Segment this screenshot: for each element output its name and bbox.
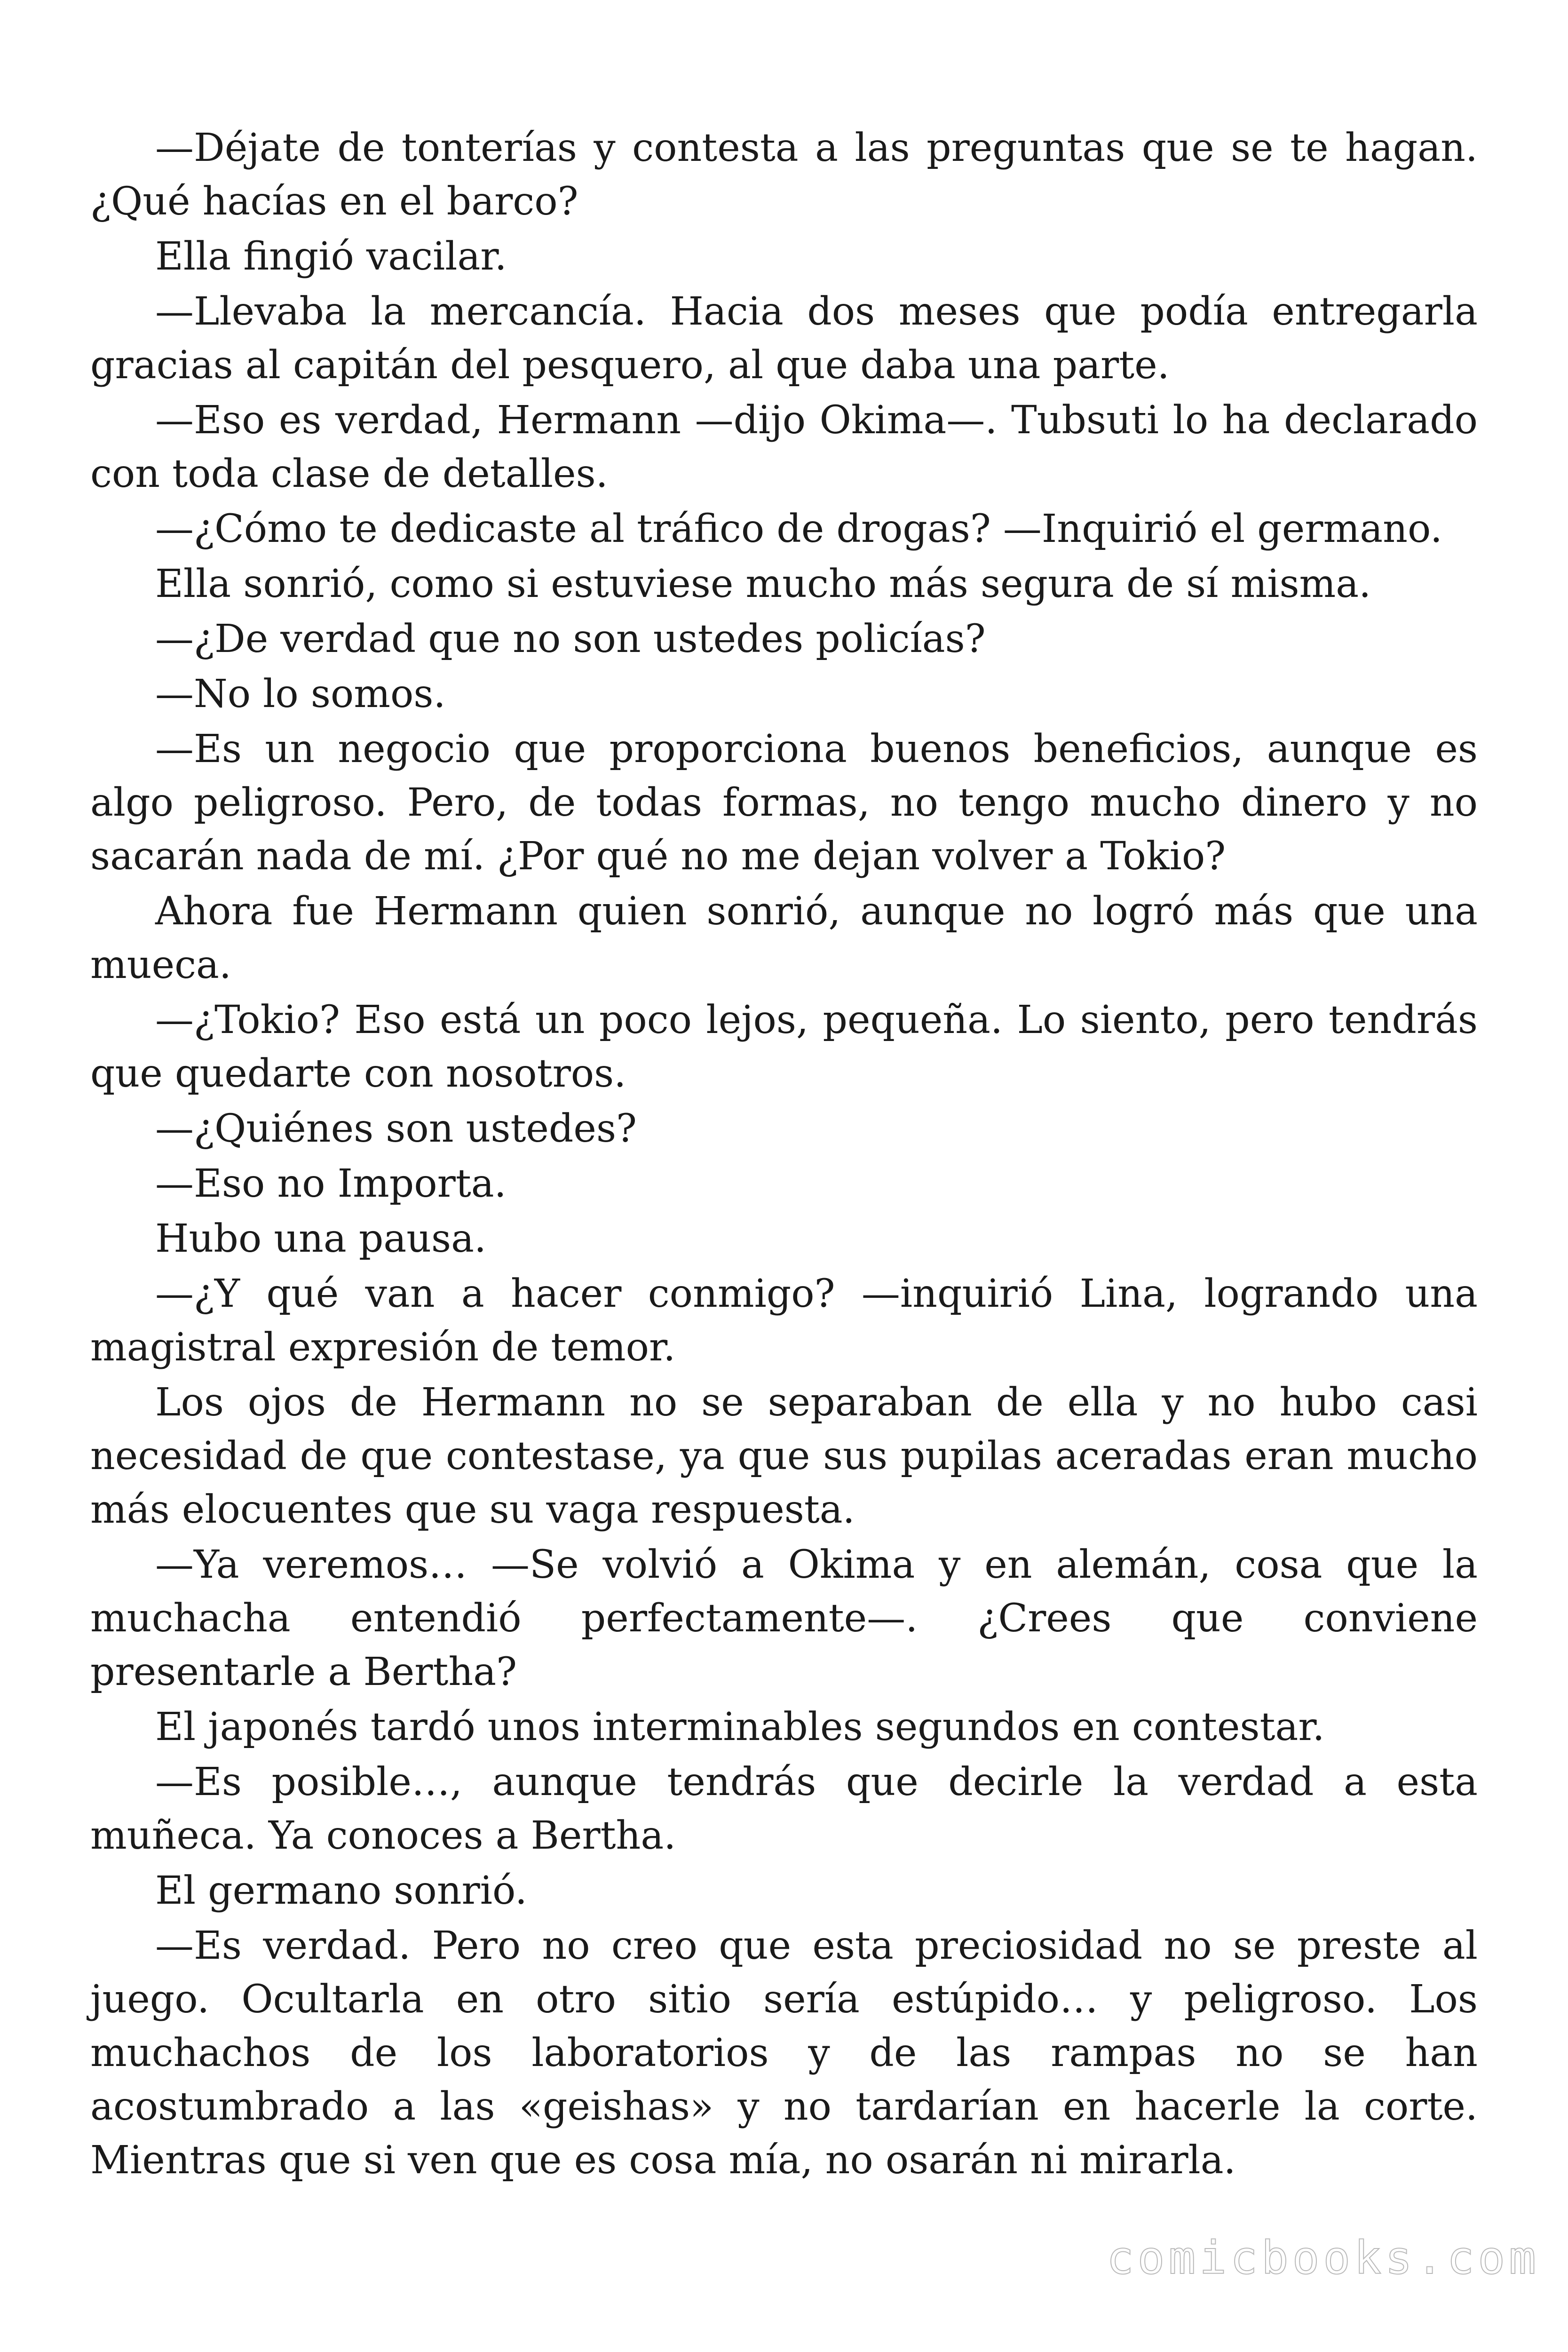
- paragraph: Ella fingió vacilar.: [155, 234, 507, 279]
- paragraph: —Eso es verdad, Hermann —dijo Okima—. Tubsuti lo ha declarado con toda clase de detalles.: [90, 398, 1478, 496]
- paragraph: —Ya veremos… —Se volvió a Okima y en alemán, cosa que la muchacha entendió perfectamente—. ¿Crees que conviene presentarle a Bertha?: [90, 1542, 1478, 1694]
- paragraph: —Es un negocio que proporciona buenos beneficios, aunque es algo peligroso. Pero, de todas formas, no tengo mucho dinero y no sacarán nada de mí. ¿Por qué no me dejan volver a Tokio?: [90, 727, 1478, 879]
- paragraph: Ahora fue Hermann quien sonrió, aunque no logró más que una mueca.: [90, 889, 1478, 987]
- paragraph: —No lo somos.: [155, 672, 446, 716]
- paragraph: —Es verdad. Pero no creo que esta preciosidad no se preste al juego. Ocultarla en otro sitio sería estúpido… y peligroso. Los muchachos de los laboratorios y de las rampas no se han acostumbrado a las «geishas» y no tardarían en hacerle la corte. Mientras que si ven que es cosa mía, no osarán ni mirarla.: [90, 1923, 1478, 2183]
- paragraph: Hubo una pausa.: [155, 1216, 487, 1261]
- paragraph: —Llevaba la mercancía. Hacia dos meses que podía entregarla gracias al capitán del pesquero, al que daba una parte.: [90, 289, 1478, 388]
- paragraph: —¿Tokio? Eso está un poco lejos, pequeña. Lo siento, pero tendrás que quedarte con nosotros.: [90, 998, 1478, 1096]
- paragraph: El germano sonrió.: [155, 1868, 527, 1913]
- paragraph: —Eso no Importa.: [155, 1161, 507, 1206]
- paragraph: Ella sonrió, como si estuviese mucho más segura de sí misma.: [155, 562, 1371, 606]
- watermark: comicbooks.com: [1106, 2232, 1540, 2284]
- paragraph: El japonés tardó unos interminables segundos en contestar.: [155, 1705, 1325, 1749]
- paragraph: —Déjate de tonterías y contesta a las preguntas que se te hagan. ¿Qué hacías en el barco?: [90, 126, 1478, 224]
- body-text: [90, 121, 1478, 2189]
- paragraph: Los ojos de Hermann no se separaban de ella y no hubo casi necesidad de que contestase, ya que sus pupilas aceradas eran mucho más elocuentes que su vaga respuesta.: [90, 1380, 1478, 1532]
- paragraph: —Es posible…, aunque tendrás que decirle la verdad a esta muñeca. Ya conoces a Bertha.: [90, 1760, 1478, 1858]
- paragraph: —¿Cómo te dedicaste al tráfico de drogas? —Inquirió el germano.: [155, 507, 1442, 551]
- paragraph: —¿De verdad que no son ustedes policías?: [155, 617, 986, 661]
- paragraph: —¿Quiénes son ustedes?: [155, 1106, 637, 1151]
- paragraph: —¿Y qué van a hacer conmigo? —inquirió Lina, logrando una magistral expresión de temor.: [90, 1271, 1478, 1370]
